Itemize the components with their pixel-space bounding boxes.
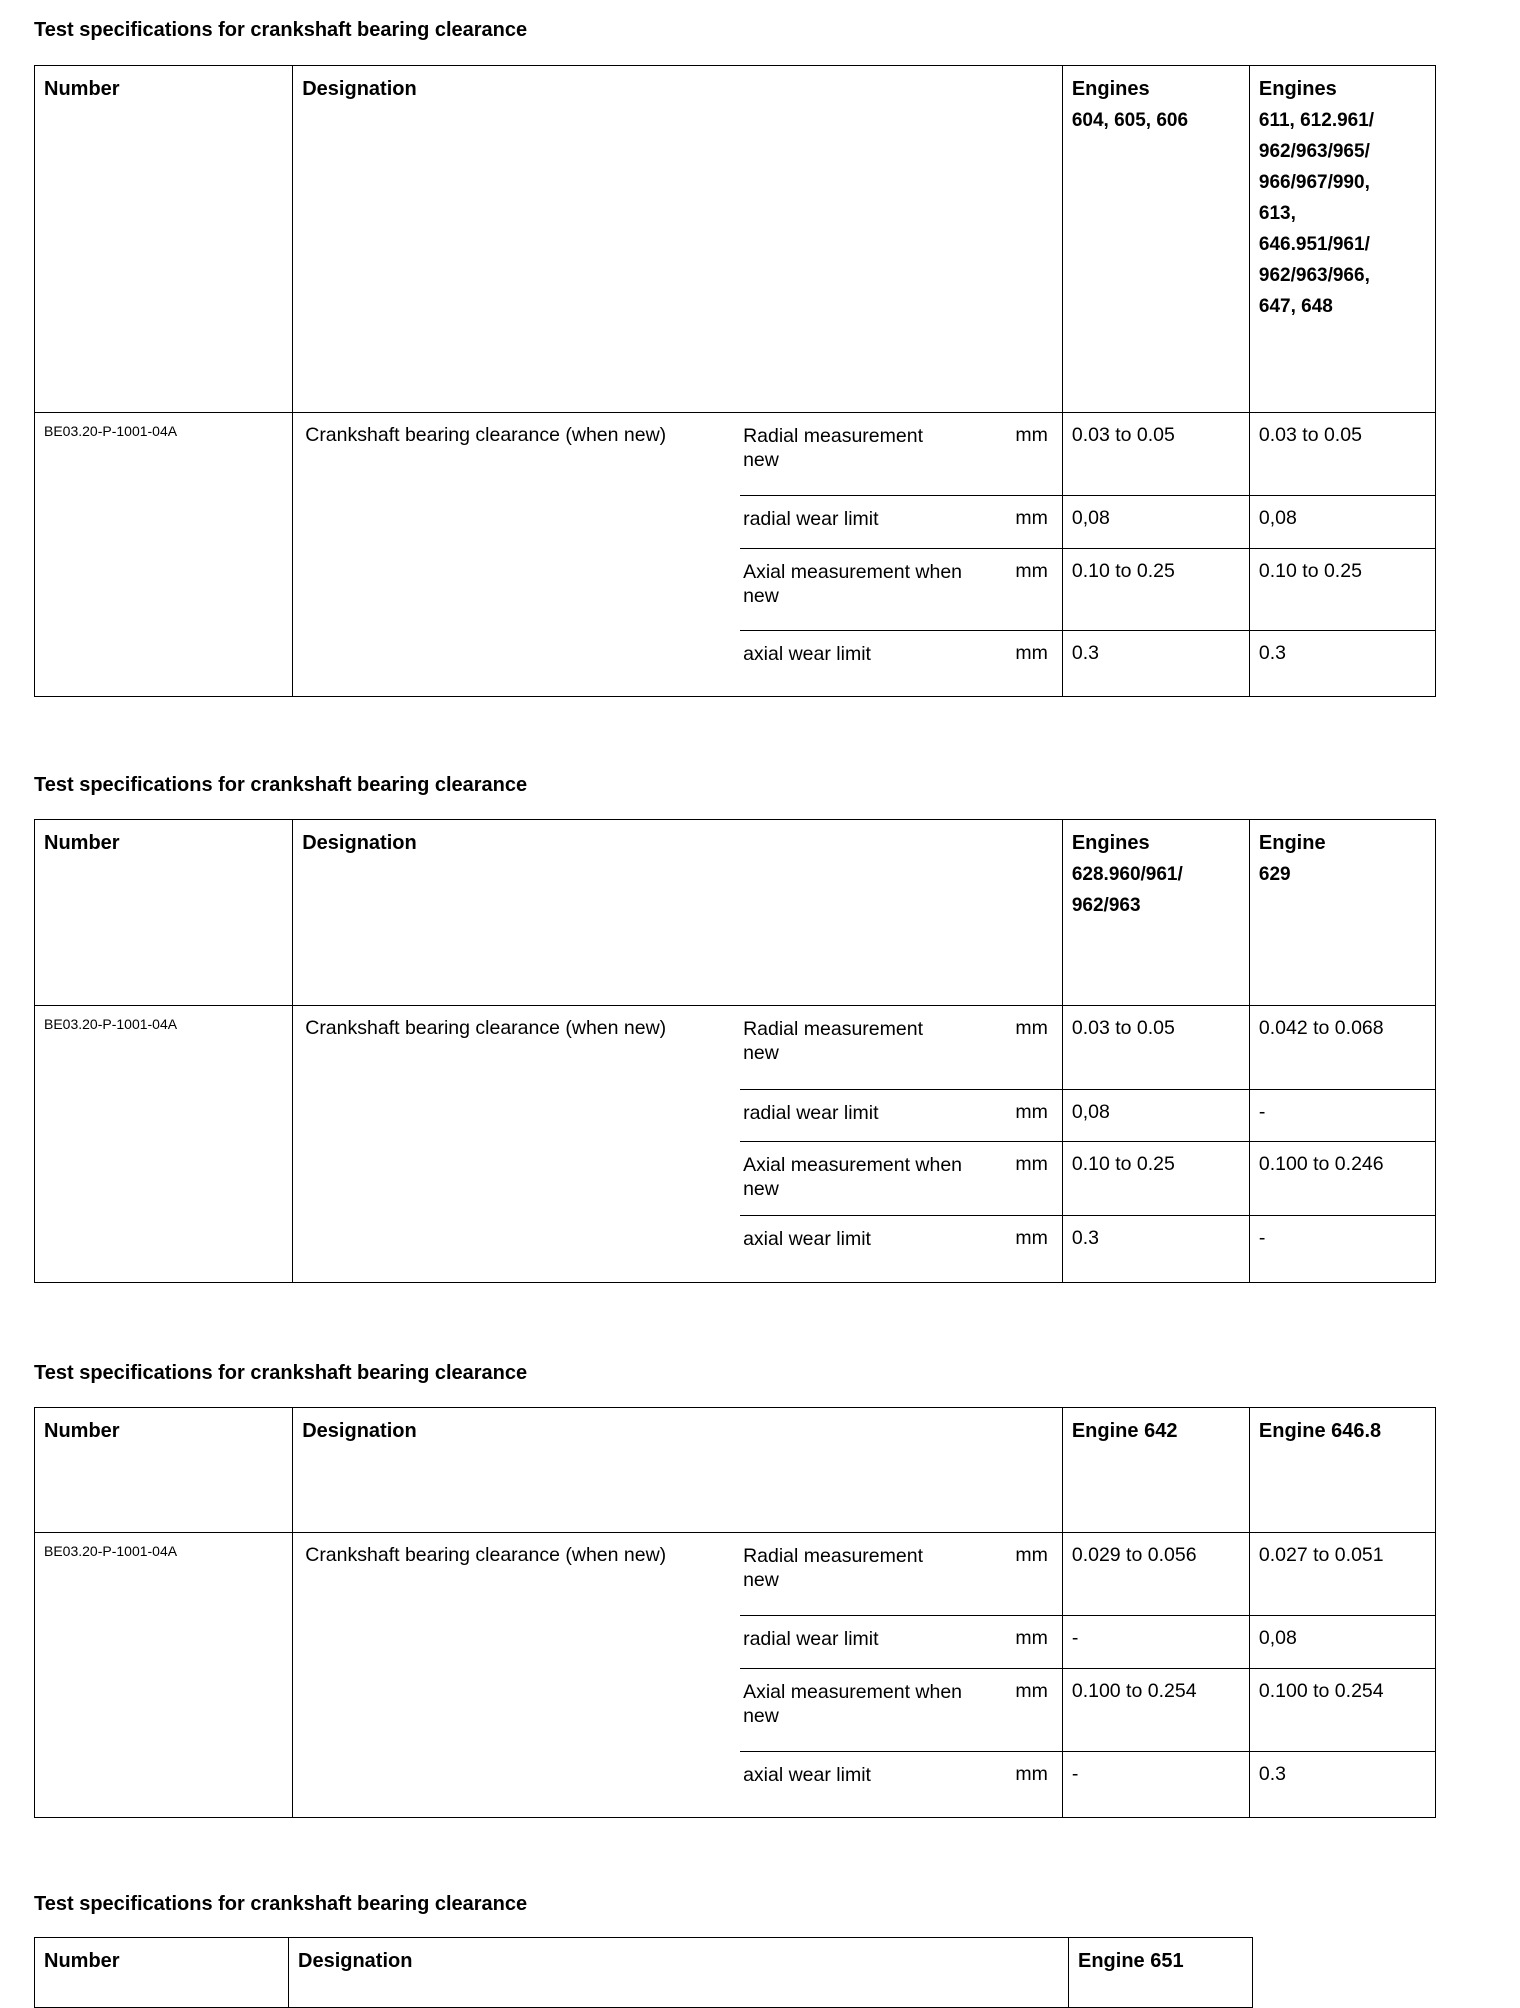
- value-col1: 0.029 to 0.056: [1062, 1533, 1249, 1616]
- unit: mm: [1006, 1616, 1062, 1669]
- param-line: Axial measurement when: [743, 1681, 963, 1703]
- table-header-row: [35, 1938, 1253, 2008]
- header-line: 962/963/965/: [1258, 141, 1370, 162]
- param-label: axial wear limit: [740, 1216, 1006, 1283]
- header-line: 966/967/990,: [1258, 172, 1370, 193]
- param-label: [740, 1533, 1006, 1616]
- header-number: Number: [35, 1408, 293, 1533]
- header-engines-col1: [1062, 820, 1249, 1006]
- table-row: [35, 1533, 1436, 1616]
- unit: mm: [1006, 1142, 1062, 1216]
- header-designation: Designation: [289, 1938, 1069, 2008]
- header-line: 962/963/966,: [1258, 265, 1370, 286]
- value-col2: 0.3: [1249, 631, 1435, 697]
- header-designation: Designation: [293, 820, 1063, 1006]
- param-label: radial wear limit: [740, 1090, 1006, 1142]
- header-line: 604, 605, 606: [1071, 110, 1189, 131]
- value-col2: 0.10 to 0.25: [1249, 549, 1435, 631]
- spec-designation: Crankshaft bearing clearance (when new): [293, 413, 740, 697]
- param-label: [740, 1142, 1006, 1216]
- table-header-row: [35, 820, 1436, 1006]
- value-col1: -: [1062, 1752, 1249, 1818]
- param-line: Radial measurement: [743, 425, 923, 447]
- table-header-row: [35, 1408, 1436, 1533]
- param-line: Radial measurement: [743, 1018, 923, 1040]
- spec-number: BE03.20-P-1001-04A: [35, 1533, 293, 1818]
- header-line: Engine 651: [1078, 1950, 1184, 1972]
- spec-designation: Crankshaft bearing clearance (when new): [293, 1006, 740, 1283]
- spec-number: BE03.20-P-1001-04A: [35, 413, 293, 697]
- value-col2: 0.100 to 0.246: [1249, 1142, 1435, 1216]
- spec-designation: Crankshaft bearing clearance (when new): [293, 1533, 740, 1818]
- header-line: 611, 612.961/: [1258, 110, 1375, 131]
- param-line: Radial measurement: [743, 1545, 923, 1567]
- header-designation: Designation: [293, 66, 1063, 413]
- header-engines-col2: [1249, 66, 1435, 413]
- table-header-row: [35, 66, 1436, 413]
- value-col1: -: [1062, 1616, 1249, 1669]
- header-engines-col1: [1062, 66, 1249, 413]
- value-col2: 0,08: [1249, 1616, 1435, 1669]
- header-designation: Designation: [293, 1408, 1063, 1533]
- value-col2: 0.03 to 0.05: [1249, 413, 1435, 496]
- param-line: new: [743, 585, 779, 607]
- unit: mm: [1006, 1533, 1062, 1616]
- param-line: new: [743, 1569, 779, 1591]
- value-col2: -: [1249, 1090, 1435, 1142]
- param-label: axial wear limit: [740, 631, 1006, 697]
- header-line: 628.960/961/: [1071, 864, 1183, 885]
- spec-table: [34, 1937, 1253, 2008]
- value-col2: -: [1249, 1216, 1435, 1283]
- param-label: [740, 549, 1006, 631]
- value-col2: 0,08: [1249, 496, 1435, 549]
- unit: mm: [1006, 631, 1062, 697]
- param-line: new: [743, 1042, 779, 1064]
- value-col1: 0.100 to 0.254: [1062, 1669, 1249, 1752]
- spec-table: [34, 819, 1436, 1283]
- unit: mm: [1006, 413, 1062, 496]
- value-col1: 0.3: [1062, 1216, 1249, 1283]
- header-line: Engines: [1071, 78, 1150, 100]
- param-line: new: [743, 1705, 779, 1727]
- param-label: [740, 413, 1006, 496]
- header-number: Number: [35, 820, 293, 1006]
- param-label: radial wear limit: [740, 1616, 1006, 1669]
- value-col2: 0.027 to 0.051: [1249, 1533, 1435, 1616]
- param-label: axial wear limit: [740, 1752, 1006, 1818]
- header-engines-col2: [1249, 1408, 1435, 1533]
- value-col2: 0.042 to 0.068: [1249, 1006, 1435, 1090]
- header-number: Number: [35, 1938, 289, 2008]
- spec-table: [34, 1407, 1436, 1818]
- section-title: Test specifications for crankshaft bearing clearance: [34, 1893, 528, 1915]
- value-col1: 0,08: [1062, 496, 1249, 549]
- section-title: Test specifications for crankshaft bearing clearance: [34, 19, 528, 41]
- header-line: 629: [1258, 864, 1291, 885]
- value-col2: 0.100 to 0.254: [1249, 1669, 1435, 1752]
- value-col1: 0.03 to 0.05: [1062, 1006, 1249, 1090]
- header-line: Engine 642: [1071, 1420, 1178, 1442]
- value-col2: 0.3: [1249, 1752, 1435, 1818]
- unit: mm: [1006, 1090, 1062, 1142]
- param-line: new: [743, 1178, 779, 1200]
- section-title: Test specifications for crankshaft bearing clearance: [34, 1362, 528, 1384]
- header-line: Engine: [1258, 832, 1326, 854]
- param-line: Axial measurement when: [743, 1154, 963, 1176]
- table-row: [35, 1006, 1436, 1090]
- param-label: radial wear limit: [740, 496, 1006, 549]
- unit: mm: [1006, 549, 1062, 631]
- unit: mm: [1006, 496, 1062, 549]
- header-line: Engine 646.8: [1258, 1420, 1382, 1442]
- value-col1: 0.10 to 0.25: [1062, 549, 1249, 631]
- param-label: [740, 1006, 1006, 1090]
- param-line: Axial measurement when: [743, 561, 963, 583]
- spec-number: BE03.20-P-1001-04A: [35, 1006, 293, 1283]
- header-line: 962/963: [1071, 895, 1141, 916]
- spec-table: [34, 65, 1436, 697]
- unit: mm: [1006, 1006, 1062, 1090]
- param-label: [740, 1669, 1006, 1752]
- table-row: [35, 413, 1436, 496]
- header-line: 646.951/961/: [1258, 234, 1370, 255]
- value-col1: 0,08: [1062, 1090, 1249, 1142]
- header-engines-col1: [1069, 1938, 1253, 2008]
- header-number: Number: [35, 66, 293, 413]
- value-col1: 0.3: [1062, 631, 1249, 697]
- unit: mm: [1006, 1752, 1062, 1818]
- header-line: 613,: [1258, 203, 1296, 224]
- unit: mm: [1006, 1216, 1062, 1283]
- header-line: Engines: [1258, 78, 1337, 100]
- value-col1: 0.03 to 0.05: [1062, 413, 1249, 496]
- header-line: Engines: [1071, 832, 1150, 854]
- header-engines-col1: [1062, 1408, 1249, 1533]
- value-col1: 0.10 to 0.25: [1062, 1142, 1249, 1216]
- header-engines-col2: [1249, 820, 1435, 1006]
- param-line: new: [743, 449, 779, 471]
- unit: mm: [1006, 1669, 1062, 1752]
- header-line: 647, 648: [1258, 296, 1333, 317]
- section-title: Test specifications for crankshaft bearing clearance: [34, 774, 528, 796]
